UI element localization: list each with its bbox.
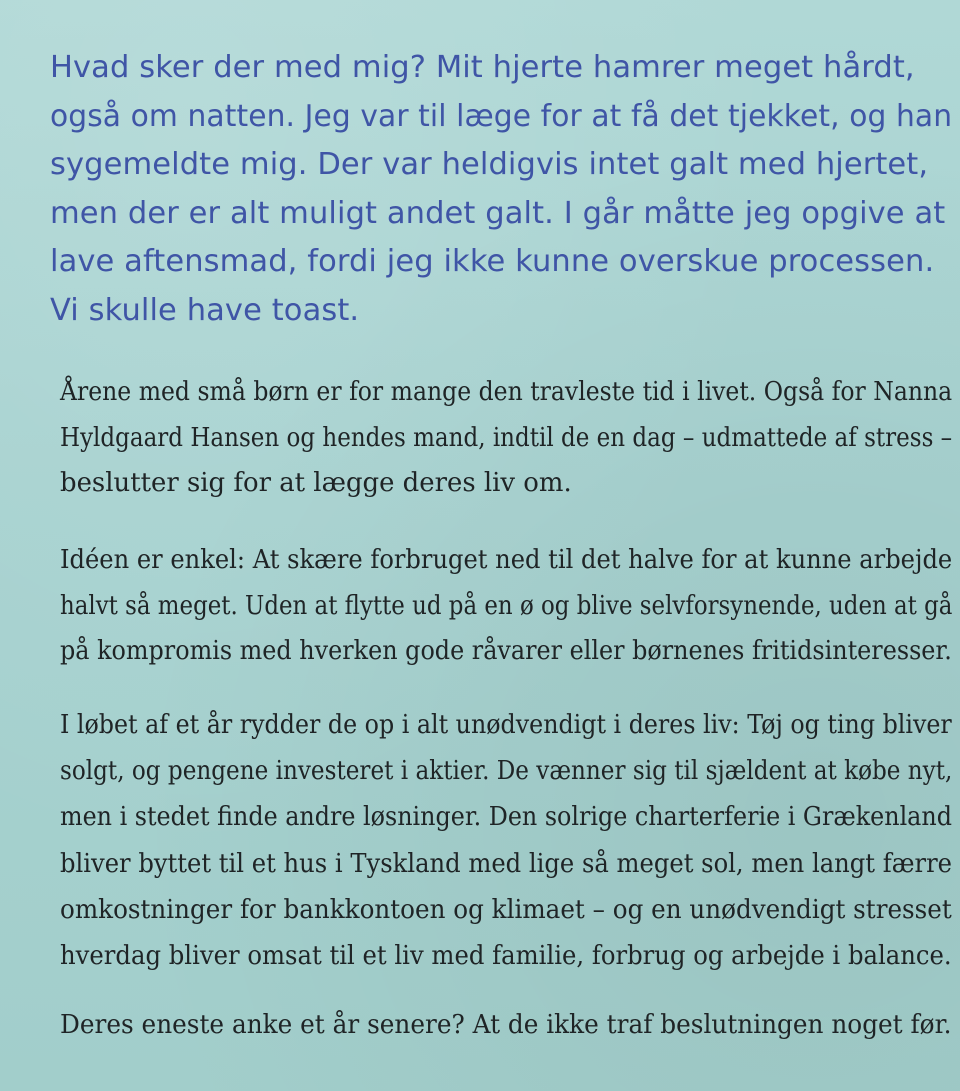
blurb-paragraph-3 xyxy=(60,702,955,979)
paragraph-line: bliver byttet til et hus i Tyskland med lige så meget sol, men langt færre xyxy=(60,848,953,879)
quote-line: lave aftensmad, fordi jeg ikke kunne overskue processen. xyxy=(50,244,935,280)
blurb-paragraph-4 xyxy=(60,1003,955,1049)
quote-line: sygemeldte mig. Der var heldigvis intet galt med hjertet, xyxy=(50,147,929,183)
paragraph-line: Hyldgaard Hansen og hendes mand, indtil de en dag – udmattede af stress – xyxy=(60,422,953,453)
blurb-paragraph-1 xyxy=(60,370,955,507)
paragraph-line: men i stedet finde andre løsninger. Den solrige charterferie i Grækenland xyxy=(60,802,952,833)
paragraph-line: solgt, og pengene investeret i aktier. De vænner sig til sjældent at købe nyt, xyxy=(60,756,953,787)
quote-line: Hvad sker der med mig? Mit hjerte hamrer meget hårdt, xyxy=(50,50,915,85)
paragraph-line: halvt så meget. Uden at flytte ud på en ø og blive selvforsynende, uden at gå xyxy=(60,590,953,621)
paragraph-line: omkostninger for bankkontoen og klimaet – og en unødvendigt stresset xyxy=(60,894,952,925)
paragraph-line: beslutter sig for at lægge deres liv om. xyxy=(60,468,572,498)
paragraph-line: på kompromis med hverken gode råvarer eller børnenes fritidsinteresser. xyxy=(60,636,952,666)
paragraph-line: Deres eneste anke et år senere? At de ikke traf beslutningen noget før. xyxy=(60,1010,952,1040)
quote-line: også om natten. Jeg var til læge for at få det tjekket, og han xyxy=(50,98,953,134)
paragraph-line: hverdag bliver omsat til et liv med familie, forbrug og arbejde i balance. xyxy=(60,941,952,972)
paragraph-line: I løbet af et år rydder de op i alt unødvendigt i deres liv: Tøj og ting bliver xyxy=(60,710,952,740)
quote-line: Vi skulle have toast. xyxy=(50,292,360,328)
blurb-paragraph-2 xyxy=(60,538,955,675)
cover-quote xyxy=(50,44,953,336)
paragraph-line: Idéen er enkel: At skære forbruget ned til det halve for at kunne arbejde xyxy=(60,545,953,575)
paragraph-line: Årene med små børn er for mange den travleste tid i livet. Også for Nanna xyxy=(60,377,953,407)
quote-line: men der er alt muligt andet galt. I går måtte jeg opgive at xyxy=(50,195,946,231)
